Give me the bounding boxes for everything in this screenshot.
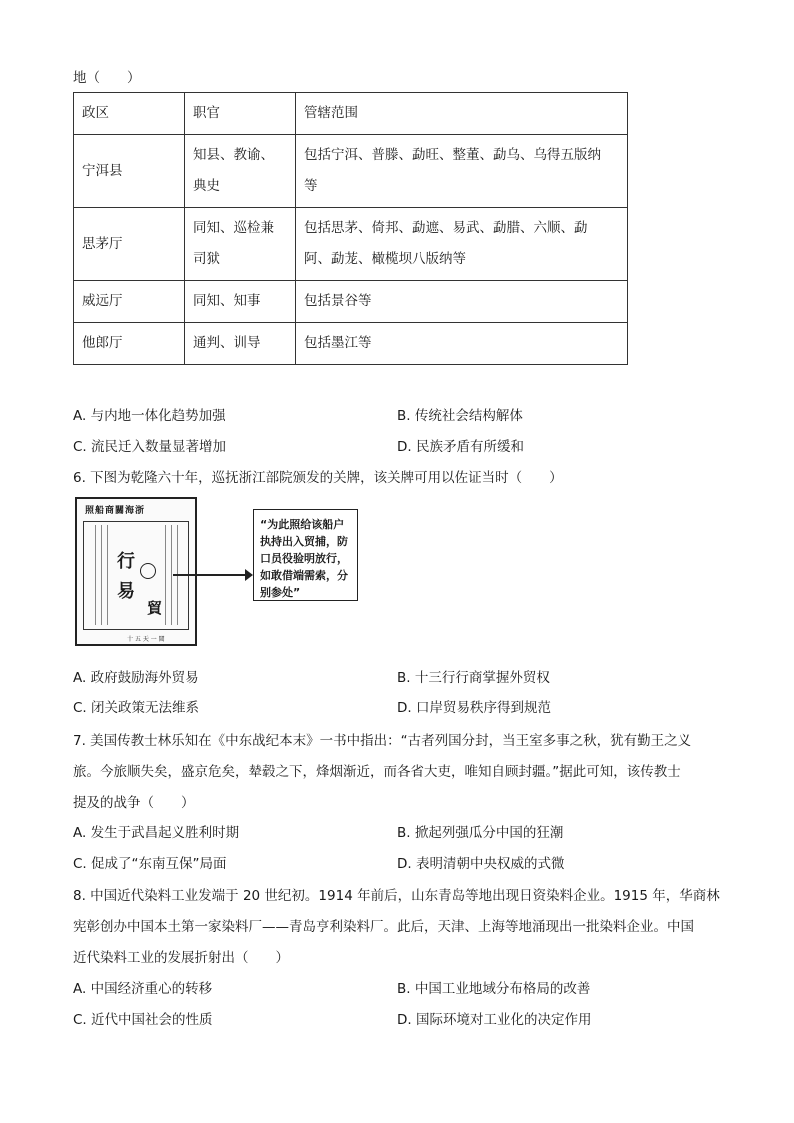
q5-stem-tail: 地（ ）	[73, 70, 141, 86]
placard-quote-callout: “为此照给该船户执持出入贸捕，防口员役验明放行，如敢借端需索，分别参处”	[253, 509, 358, 601]
header-cell: 职官	[185, 93, 296, 135]
customs-placard-figure	[73, 495, 373, 650]
table-row	[74, 208, 628, 281]
q6-option-d[interactable]: D. 口岸贸易秩序得到规范	[397, 700, 551, 716]
q8-option-d[interactable]: D. 国际环境对工业化的决定作用	[397, 1012, 592, 1028]
area-cell: 宁洱县	[74, 135, 185, 208]
q7-option-d[interactable]: D. 表明清朝中央权威的式微	[397, 856, 565, 872]
q6-option-b[interactable]: B. 十三行行商掌握外贸权	[397, 670, 550, 686]
table-row	[74, 135, 628, 208]
scope-line: 阿、勐茏、橄榄坝八版纳等	[304, 251, 466, 267]
officials-cell	[185, 208, 296, 281]
officials-line: 典史	[193, 178, 220, 194]
q8-stem-line-2: 宪彰创办中国本土第一家染料厂——青岛亨利染料厂。此后，天津、上海等地涌现出一批染料企业。中国	[73, 919, 694, 935]
q7-stem-line-2: 旅。今旅顺失矣，盛京危矣，辇毂之下，烽烟渐近，而各省大吏，唯知自顾封疆。”据此可知，该传教士	[73, 764, 681, 780]
area-cell: 他郎厅	[74, 323, 185, 365]
table-row	[74, 281, 628, 323]
q5-option-b[interactable]: B. 传统社会结构解体	[397, 408, 523, 424]
placard-heading: 照船商關海浙	[85, 506, 146, 516]
officials-cell: 同知、知事	[185, 281, 296, 323]
officials-cell: 通判、训导	[185, 323, 296, 365]
placard-seal-glyph: 易	[117, 581, 135, 602]
table-header-row	[74, 93, 628, 135]
placard-seal-glyph: 行	[117, 551, 135, 572]
officials-line: 知县、教谕、	[193, 147, 274, 163]
q6-option-c[interactable]: C. 闭关政策无法维系	[73, 700, 200, 716]
placard-footer-mark: 十 五 天 一 閲	[127, 636, 165, 643]
table-row	[74, 323, 628, 365]
q8-option-c[interactable]: C. 近代中国社会的性质	[73, 1012, 213, 1028]
q6-option-a[interactable]: A. 政府鼓励海外贸易	[73, 670, 199, 686]
q7-option-a[interactable]: A. 发生于武昌起义胜利时期	[73, 825, 240, 841]
scope-cell	[296, 208, 628, 281]
officials-line: 同知、巡检兼	[193, 220, 274, 236]
q5-option-a[interactable]: A. 与内地一体化趋势加强	[73, 408, 226, 424]
admin-division-table	[73, 92, 628, 365]
q5-option-c[interactable]: C. 流民迁入数量显著增加	[73, 439, 227, 455]
header-cell: 管辖范围	[296, 93, 628, 135]
q8-stem-line-1: 8. 中国近代染料工业发端于 20 世纪初。1914 年前后，山东青岛等地出现日资染料企业。1915 年，华商林	[73, 888, 720, 904]
scope-cell: 包括景谷等	[296, 281, 628, 323]
officials-line: 司狱	[193, 251, 220, 267]
customs-placard-image	[75, 497, 197, 646]
scope-line: 等	[304, 178, 318, 194]
arrow-shaft	[173, 574, 249, 576]
arrow-right-icon	[245, 569, 253, 581]
area-cell: 思茅厅	[74, 208, 185, 281]
area-cell: 威远厅	[74, 281, 185, 323]
scope-cell	[296, 135, 628, 208]
q7-stem-line-1: 7. 美国传教士林乐知在《中东战纪本末》一书中指出：“古者列国分封，当王室多事之秋，犹有勤王之义	[73, 733, 692, 749]
q8-option-b[interactable]: B. 中国工业地域分布格局的改善	[397, 981, 591, 997]
q5-option-d[interactable]: D. 民族矛盾有所缓和	[397, 439, 524, 455]
q6-stem: 6. 下图为乾隆六十年，巡抚浙江部院颁发的关牌，该关牌可用以佐证当时（ ）	[73, 470, 563, 486]
scope-line: 包括思茅、倚邦、勐遮、易武、勐腊、六顺、勐	[304, 220, 588, 236]
scope-cell: 包括墨江等	[296, 323, 628, 365]
q7-option-b[interactable]: B. 掀起列强瓜分中国的狂潮	[397, 825, 564, 841]
q7-stem-line-3: 提及的战争（ ）	[73, 795, 195, 811]
q8-option-a[interactable]: A. 中国经济重心的转移	[73, 981, 213, 997]
q8-stem-line-3: 近代染料工业的发展折射出（ ）	[73, 950, 289, 966]
scope-line: 包括宁洱、普滕、勐旺、整董、勐乌、乌得五版纳	[304, 147, 601, 163]
placard-seal-glyph: 貿	[147, 599, 163, 617]
officials-cell	[185, 135, 296, 208]
placard-border	[83, 521, 189, 630]
circled-marker-icon	[140, 563, 156, 579]
header-cell: 政区	[74, 93, 185, 135]
q7-option-c[interactable]: C. 促成了“东南互保”局面	[73, 856, 227, 872]
